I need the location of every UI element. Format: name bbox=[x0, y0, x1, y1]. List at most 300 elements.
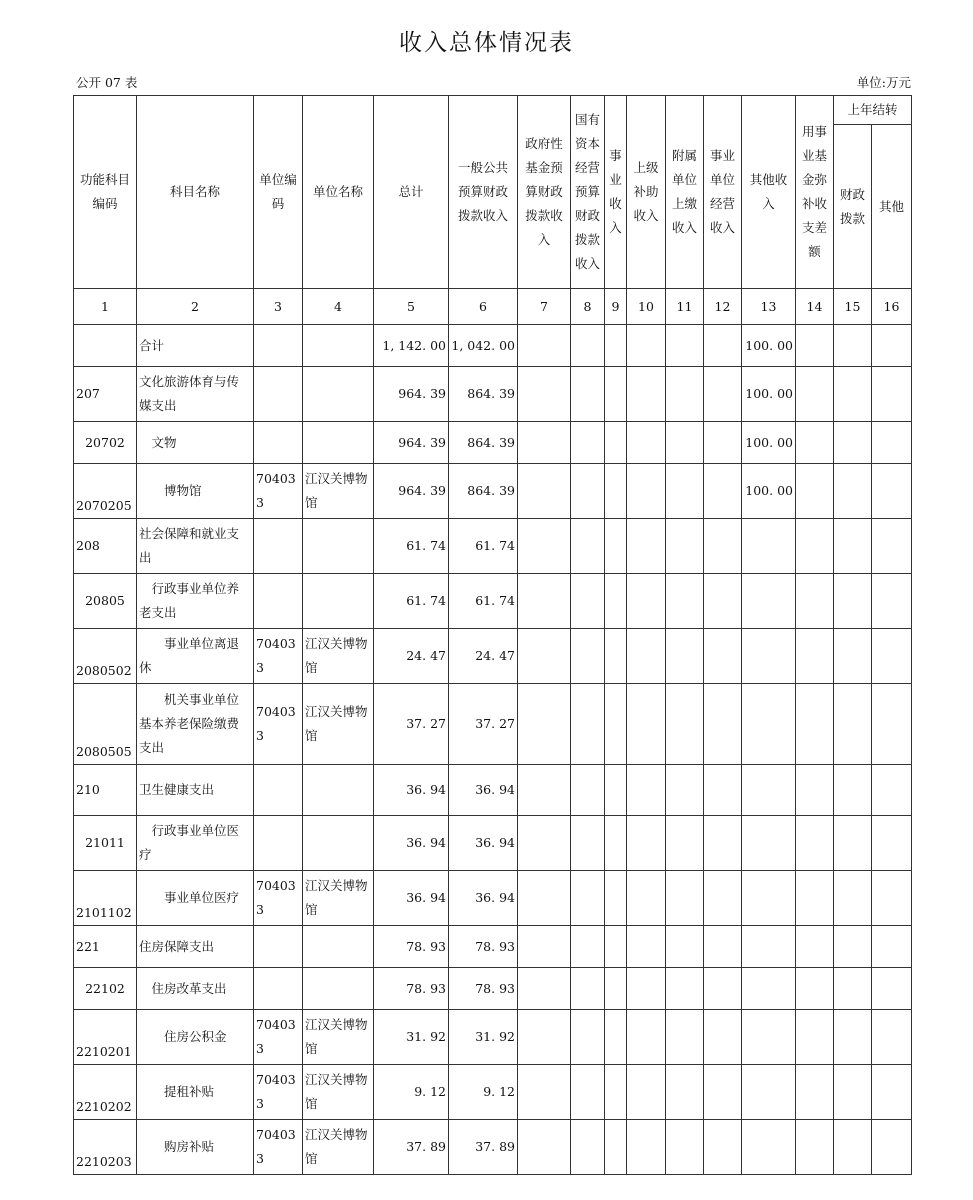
cell-fund-offset bbox=[796, 1010, 834, 1065]
cell-unit-name: 江汉关博物馆 bbox=[303, 684, 374, 765]
cell-other-income bbox=[742, 684, 796, 765]
table-row bbox=[74, 968, 912, 1010]
table-row bbox=[74, 464, 912, 519]
cell-general-budget: 31. 92 bbox=[449, 1010, 518, 1065]
cell-carry-fiscal bbox=[834, 968, 872, 1010]
cell-operating-income bbox=[704, 1065, 742, 1120]
header-other-income: 其他收入 bbox=[742, 96, 796, 289]
cell-general-budget: 864. 39 bbox=[449, 422, 518, 464]
cell-carry-fiscal bbox=[834, 367, 872, 422]
table-row bbox=[74, 1120, 912, 1175]
cell-unit-name bbox=[303, 574, 374, 629]
cell-subject-name: 住房改革支出 bbox=[137, 968, 254, 1010]
cell-business-income bbox=[605, 871, 627, 926]
column-number: 1 bbox=[74, 289, 137, 325]
cell-state-capital bbox=[571, 1120, 605, 1175]
cell-total: 78. 93 bbox=[374, 968, 449, 1010]
column-number: 8 bbox=[571, 289, 605, 325]
cell-gov-fund bbox=[518, 968, 571, 1010]
header-subject-name: 科目名称 bbox=[137, 96, 254, 289]
cell-carry-other bbox=[872, 816, 912, 871]
cell-operating-income bbox=[704, 574, 742, 629]
cell-func-code: 22102 bbox=[74, 968, 137, 1010]
cell-carry-other bbox=[872, 464, 912, 519]
cell-unit-name bbox=[303, 816, 374, 871]
cell-fund-offset bbox=[796, 422, 834, 464]
cell-func-code: 20702 bbox=[74, 422, 137, 464]
cell-carry-fiscal bbox=[834, 629, 872, 684]
cell-unit-code: 704033 bbox=[254, 1065, 303, 1120]
cell-affiliated-income bbox=[666, 871, 704, 926]
cell-other-income bbox=[742, 968, 796, 1010]
cell-total: 1, 142. 00 bbox=[374, 325, 449, 367]
cell-affiliated-income bbox=[666, 816, 704, 871]
cell-state-capital bbox=[571, 1010, 605, 1065]
cell-operating-income bbox=[704, 1010, 742, 1065]
cell-total: 36. 94 bbox=[374, 765, 449, 816]
cell-general-budget: 36. 94 bbox=[449, 816, 518, 871]
cell-superior-subsidy bbox=[627, 968, 666, 1010]
header-func-code: 功能科目编码 bbox=[74, 96, 137, 289]
cell-state-capital bbox=[571, 765, 605, 816]
cell-func-code: 2080502 bbox=[74, 629, 137, 684]
cell-subject-name: 行政事业单位医疗 bbox=[137, 816, 254, 871]
cell-general-budget: 864. 39 bbox=[449, 367, 518, 422]
cell-unit-code bbox=[254, 968, 303, 1010]
cell-gov-fund bbox=[518, 765, 571, 816]
cell-func-code: 210 bbox=[74, 765, 137, 816]
cell-other-income: 100. 00 bbox=[742, 325, 796, 367]
cell-subject-name: 合计 bbox=[137, 325, 254, 367]
cell-other-income bbox=[742, 574, 796, 629]
cell-state-capital bbox=[571, 871, 605, 926]
cell-operating-income bbox=[704, 629, 742, 684]
cell-func-code: 221 bbox=[74, 926, 137, 968]
cell-state-capital bbox=[571, 1065, 605, 1120]
cell-func-code: 2210202 bbox=[74, 1065, 137, 1120]
cell-general-budget: 9. 12 bbox=[449, 1065, 518, 1120]
cell-carry-fiscal bbox=[834, 684, 872, 765]
header-unit-code: 单位编码 bbox=[254, 96, 303, 289]
table-body bbox=[74, 325, 912, 1175]
header-business-income: 事业收入 bbox=[605, 96, 627, 289]
cell-other-income bbox=[742, 1065, 796, 1120]
cell-total: 24. 47 bbox=[374, 629, 449, 684]
cell-other-income bbox=[742, 1120, 796, 1175]
column-number: 12 bbox=[704, 289, 742, 325]
table-row bbox=[74, 871, 912, 926]
cell-other-income bbox=[742, 1010, 796, 1065]
cell-unit-name bbox=[303, 422, 374, 464]
cell-gov-fund bbox=[518, 1010, 571, 1065]
header-affiliated-income: 附属单位上缴收入 bbox=[666, 96, 704, 289]
cell-affiliated-income bbox=[666, 519, 704, 574]
cell-other-income: 100. 00 bbox=[742, 367, 796, 422]
cell-general-budget: 37. 89 bbox=[449, 1120, 518, 1175]
table-row bbox=[74, 325, 912, 367]
cell-unit-name: 江汉关博物馆 bbox=[303, 464, 374, 519]
cell-unit-name bbox=[303, 367, 374, 422]
cell-state-capital bbox=[571, 367, 605, 422]
column-number: 11 bbox=[666, 289, 704, 325]
cell-business-income bbox=[605, 464, 627, 519]
cell-unit-code: 704033 bbox=[254, 1120, 303, 1175]
cell-business-income bbox=[605, 574, 627, 629]
cell-carry-other bbox=[872, 519, 912, 574]
cell-subject-name: 住房保障支出 bbox=[137, 926, 254, 968]
cell-affiliated-income bbox=[666, 325, 704, 367]
cell-func-code bbox=[74, 325, 137, 367]
cell-unit-code: 704033 bbox=[254, 629, 303, 684]
cell-func-code: 207 bbox=[74, 367, 137, 422]
cell-subject-name: 提租补贴 bbox=[137, 1065, 254, 1120]
unit-label: 单位:万元 bbox=[856, 75, 911, 90]
header-carryover: 上年结转 bbox=[834, 96, 912, 125]
cell-superior-subsidy bbox=[627, 519, 666, 574]
cell-unit-code bbox=[254, 926, 303, 968]
cell-total: 964. 39 bbox=[374, 367, 449, 422]
cell-affiliated-income bbox=[666, 765, 704, 816]
cell-affiliated-income bbox=[666, 1120, 704, 1175]
cell-superior-subsidy bbox=[627, 816, 666, 871]
cell-state-capital bbox=[571, 926, 605, 968]
cell-unit-name bbox=[303, 765, 374, 816]
cell-total: 36. 94 bbox=[374, 816, 449, 871]
cell-affiliated-income bbox=[666, 1065, 704, 1120]
cell-unit-name: 江汉关博物馆 bbox=[303, 629, 374, 684]
table-header bbox=[74, 96, 912, 325]
table-row bbox=[74, 926, 912, 968]
cell-superior-subsidy bbox=[627, 422, 666, 464]
cell-subject-name: 博物馆 bbox=[137, 464, 254, 519]
cell-fund-offset bbox=[796, 968, 834, 1010]
cell-subject-name: 事业单位离退休 bbox=[137, 629, 254, 684]
cell-subject-name: 事业单位医疗 bbox=[137, 871, 254, 926]
table-row bbox=[74, 765, 912, 816]
cell-gov-fund bbox=[518, 422, 571, 464]
cell-subject-name: 文化旅游体育与传媒支出 bbox=[137, 367, 254, 422]
cell-carry-other bbox=[872, 629, 912, 684]
cell-total: 37. 89 bbox=[374, 1120, 449, 1175]
cell-carry-other bbox=[872, 926, 912, 968]
cell-carry-other bbox=[872, 684, 912, 765]
cell-carry-other bbox=[872, 422, 912, 464]
header-fund-offset: 用事业基金弥补收支差额 bbox=[796, 96, 834, 289]
cell-carry-fiscal bbox=[834, 816, 872, 871]
cell-business-income bbox=[605, 968, 627, 1010]
cell-unit-name bbox=[303, 968, 374, 1010]
cell-business-income bbox=[605, 816, 627, 871]
cell-affiliated-income bbox=[666, 968, 704, 1010]
cell-fund-offset bbox=[796, 367, 834, 422]
cell-general-budget: 78. 93 bbox=[449, 968, 518, 1010]
cell-carry-other bbox=[872, 968, 912, 1010]
cell-fund-offset bbox=[796, 574, 834, 629]
cell-carry-fiscal bbox=[834, 926, 872, 968]
cell-superior-subsidy bbox=[627, 765, 666, 816]
cell-operating-income bbox=[704, 684, 742, 765]
cell-carry-fiscal bbox=[834, 519, 872, 574]
cell-carry-fiscal bbox=[834, 325, 872, 367]
table-row bbox=[74, 422, 912, 464]
table-row bbox=[74, 629, 912, 684]
cell-gov-fund bbox=[518, 1120, 571, 1175]
header-carry-fiscal: 财政拨款 bbox=[834, 125, 872, 289]
cell-subject-name: 机关事业单位基本养老保险缴费支出 bbox=[137, 684, 254, 765]
cell-operating-income bbox=[704, 1120, 742, 1175]
cell-subject-name: 行政事业单位养老支出 bbox=[137, 574, 254, 629]
cell-business-income bbox=[605, 422, 627, 464]
cell-total: 31. 92 bbox=[374, 1010, 449, 1065]
table-row bbox=[74, 519, 912, 574]
cell-carry-other bbox=[872, 871, 912, 926]
cell-gov-fund bbox=[518, 629, 571, 684]
column-number: 10 bbox=[627, 289, 666, 325]
cell-carry-fiscal bbox=[834, 1010, 872, 1065]
column-number: 16 bbox=[872, 289, 912, 325]
cell-total: 37. 27 bbox=[374, 684, 449, 765]
cell-general-budget: 37. 27 bbox=[449, 684, 518, 765]
cell-general-budget: 61. 74 bbox=[449, 519, 518, 574]
column-number: 3 bbox=[254, 289, 303, 325]
cell-func-code: 2070205 bbox=[74, 464, 137, 519]
cell-carry-other bbox=[872, 574, 912, 629]
cell-state-capital bbox=[571, 464, 605, 519]
cell-state-capital bbox=[571, 816, 605, 871]
cell-unit-code bbox=[254, 574, 303, 629]
cell-unit-name bbox=[303, 325, 374, 367]
header-superior-subsidy: 上级补助收入 bbox=[627, 96, 666, 289]
header-unit-name: 单位名称 bbox=[303, 96, 374, 289]
cell-unit-name: 江汉关博物馆 bbox=[303, 1010, 374, 1065]
cell-gov-fund bbox=[518, 367, 571, 422]
cell-operating-income bbox=[704, 325, 742, 367]
cell-general-budget: 24. 47 bbox=[449, 629, 518, 684]
cell-unit-name: 江汉关博物馆 bbox=[303, 1120, 374, 1175]
cell-total: 61. 74 bbox=[374, 519, 449, 574]
cell-other-income bbox=[742, 519, 796, 574]
cell-affiliated-income bbox=[666, 684, 704, 765]
income-summary-table bbox=[73, 95, 912, 1175]
header-carry-other: 其他 bbox=[872, 125, 912, 289]
header-gov-fund: 政府性基金预算财政拨款收入 bbox=[518, 96, 571, 289]
cell-subject-name: 社会保障和就业支出 bbox=[137, 519, 254, 574]
cell-gov-fund bbox=[518, 464, 571, 519]
table-row bbox=[74, 816, 912, 871]
cell-unit-code bbox=[254, 765, 303, 816]
cell-gov-fund bbox=[518, 684, 571, 765]
cell-operating-income bbox=[704, 422, 742, 464]
cell-state-capital bbox=[571, 422, 605, 464]
cell-other-income: 100. 00 bbox=[742, 422, 796, 464]
cell-state-capital bbox=[571, 968, 605, 1010]
cell-state-capital bbox=[571, 629, 605, 684]
cell-subject-name: 购房补贴 bbox=[137, 1120, 254, 1175]
column-number: 6 bbox=[449, 289, 518, 325]
cell-unit-code bbox=[254, 422, 303, 464]
cell-total: 36. 94 bbox=[374, 871, 449, 926]
cell-superior-subsidy bbox=[627, 1010, 666, 1065]
cell-business-income bbox=[605, 367, 627, 422]
table-row bbox=[74, 574, 912, 629]
cell-superior-subsidy bbox=[627, 684, 666, 765]
cell-func-code: 2210201 bbox=[74, 1010, 137, 1065]
cell-operating-income bbox=[704, 871, 742, 926]
cell-carry-other bbox=[872, 1065, 912, 1120]
cell-superior-subsidy bbox=[627, 629, 666, 684]
cell-subject-name: 文物 bbox=[137, 422, 254, 464]
cell-total: 964. 39 bbox=[374, 422, 449, 464]
table-row bbox=[74, 684, 912, 765]
table-number: 公开 07 表 bbox=[76, 75, 138, 90]
cell-superior-subsidy bbox=[627, 1120, 666, 1175]
cell-general-budget: 78. 93 bbox=[449, 926, 518, 968]
cell-gov-fund bbox=[518, 816, 571, 871]
cell-func-code: 20805 bbox=[74, 574, 137, 629]
cell-business-income bbox=[605, 1120, 627, 1175]
cell-carry-fiscal bbox=[834, 1120, 872, 1175]
cell-operating-income bbox=[704, 367, 742, 422]
cell-carry-other bbox=[872, 325, 912, 367]
cell-carry-other bbox=[872, 1120, 912, 1175]
cell-gov-fund bbox=[518, 519, 571, 574]
column-number: 5 bbox=[374, 289, 449, 325]
cell-operating-income bbox=[704, 765, 742, 816]
table-row bbox=[74, 1065, 912, 1120]
cell-other-income: 100. 00 bbox=[742, 464, 796, 519]
cell-subject-name: 卫生健康支出 bbox=[137, 765, 254, 816]
cell-superior-subsidy bbox=[627, 464, 666, 519]
cell-state-capital bbox=[571, 574, 605, 629]
cell-affiliated-income bbox=[666, 464, 704, 519]
cell-func-code: 2101102 bbox=[74, 871, 137, 926]
cell-fund-offset bbox=[796, 464, 834, 519]
cell-general-budget: 1, 042. 00 bbox=[449, 325, 518, 367]
cell-unit-name bbox=[303, 926, 374, 968]
cell-operating-income bbox=[704, 816, 742, 871]
cell-carry-other bbox=[872, 367, 912, 422]
cell-other-income bbox=[742, 816, 796, 871]
column-number-row bbox=[74, 289, 912, 325]
cell-fund-offset bbox=[796, 629, 834, 684]
cell-state-capital bbox=[571, 684, 605, 765]
column-number: 14 bbox=[796, 289, 834, 325]
cell-general-budget: 61. 74 bbox=[449, 574, 518, 629]
cell-unit-code: 704033 bbox=[254, 684, 303, 765]
cell-unit-code bbox=[254, 325, 303, 367]
cell-fund-offset bbox=[796, 816, 834, 871]
cell-general-budget: 36. 94 bbox=[449, 765, 518, 816]
column-number: 9 bbox=[605, 289, 627, 325]
cell-total: 964. 39 bbox=[374, 464, 449, 519]
cell-gov-fund bbox=[518, 1065, 571, 1120]
cell-affiliated-income bbox=[666, 1010, 704, 1065]
cell-func-code: 2080505 bbox=[74, 684, 137, 765]
cell-affiliated-income bbox=[666, 574, 704, 629]
cell-unit-name bbox=[303, 519, 374, 574]
column-number: 2 bbox=[137, 289, 254, 325]
cell-unit-code bbox=[254, 367, 303, 422]
cell-affiliated-income bbox=[666, 367, 704, 422]
cell-affiliated-income bbox=[666, 926, 704, 968]
cell-fund-offset bbox=[796, 1065, 834, 1120]
page-title: 收入总体情况表 bbox=[399, 30, 574, 56]
cell-general-budget: 864. 39 bbox=[449, 464, 518, 519]
cell-func-code: 21011 bbox=[74, 816, 137, 871]
cell-func-code: 2210203 bbox=[74, 1120, 137, 1175]
cell-carry-fiscal bbox=[834, 464, 872, 519]
cell-unit-code: 704033 bbox=[254, 1010, 303, 1065]
header-total: 总计 bbox=[374, 96, 449, 289]
cell-gov-fund bbox=[518, 574, 571, 629]
table-row bbox=[74, 1010, 912, 1065]
column-number: 15 bbox=[834, 289, 872, 325]
cell-superior-subsidy bbox=[627, 367, 666, 422]
cell-gov-fund bbox=[518, 926, 571, 968]
cell-fund-offset bbox=[796, 519, 834, 574]
cell-other-income bbox=[742, 871, 796, 926]
cell-carry-fiscal bbox=[834, 765, 872, 816]
cell-carry-other bbox=[872, 765, 912, 816]
cell-unit-code bbox=[254, 519, 303, 574]
cell-business-income bbox=[605, 325, 627, 367]
cell-business-income bbox=[605, 765, 627, 816]
cell-other-income bbox=[742, 926, 796, 968]
cell-operating-income bbox=[704, 519, 742, 574]
cell-fund-offset bbox=[796, 765, 834, 816]
cell-func-code: 208 bbox=[74, 519, 137, 574]
cell-fund-offset bbox=[796, 325, 834, 367]
cell-gov-fund bbox=[518, 325, 571, 367]
cell-affiliated-income bbox=[666, 422, 704, 464]
header-general-budget: 一般公共预算财政拨款收入 bbox=[449, 96, 518, 289]
cell-superior-subsidy bbox=[627, 325, 666, 367]
cell-affiliated-income bbox=[666, 629, 704, 684]
cell-fund-offset bbox=[796, 1120, 834, 1175]
header-state-capital: 国有资本经营预算财政拨款收入 bbox=[571, 96, 605, 289]
cell-fund-offset bbox=[796, 871, 834, 926]
cell-carry-other bbox=[872, 1010, 912, 1065]
column-number: 13 bbox=[742, 289, 796, 325]
cell-business-income bbox=[605, 926, 627, 968]
cell-operating-income bbox=[704, 464, 742, 519]
cell-operating-income bbox=[704, 968, 742, 1010]
cell-general-budget: 36. 94 bbox=[449, 871, 518, 926]
cell-unit-name: 江汉关博物馆 bbox=[303, 871, 374, 926]
cell-unit-code bbox=[254, 816, 303, 871]
cell-superior-subsidy bbox=[627, 871, 666, 926]
cell-business-income bbox=[605, 519, 627, 574]
column-number: 4 bbox=[303, 289, 374, 325]
cell-fund-offset bbox=[796, 684, 834, 765]
cell-business-income bbox=[605, 1010, 627, 1065]
cell-unit-name: 江汉关博物馆 bbox=[303, 1065, 374, 1120]
cell-other-income bbox=[742, 629, 796, 684]
header-operating-income: 事业单位经营收入 bbox=[704, 96, 742, 289]
cell-business-income bbox=[605, 629, 627, 684]
cell-operating-income bbox=[704, 926, 742, 968]
cell-fund-offset bbox=[796, 926, 834, 968]
cell-subject-name: 住房公积金 bbox=[137, 1010, 254, 1065]
cell-state-capital bbox=[571, 519, 605, 574]
cell-carry-fiscal bbox=[834, 1065, 872, 1120]
cell-other-income bbox=[742, 765, 796, 816]
cell-total: 78. 93 bbox=[374, 926, 449, 968]
cell-superior-subsidy bbox=[627, 926, 666, 968]
cell-unit-code: 704033 bbox=[254, 871, 303, 926]
cell-carry-fiscal bbox=[834, 422, 872, 464]
cell-business-income bbox=[605, 1065, 627, 1120]
